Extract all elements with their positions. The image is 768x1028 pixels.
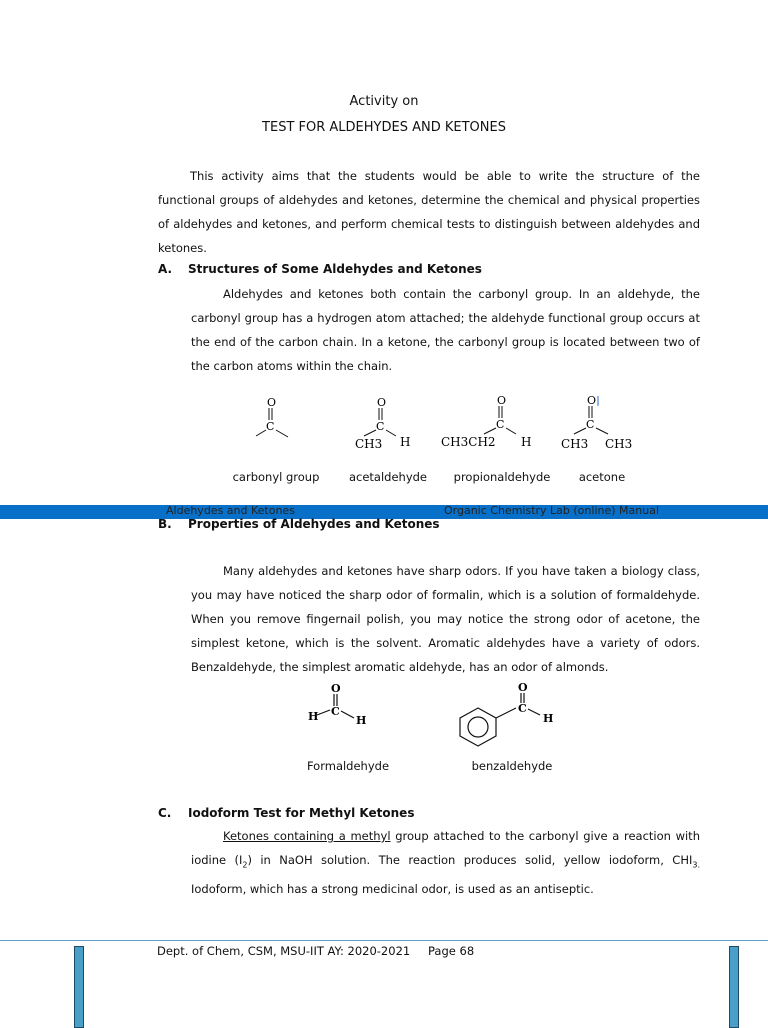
acetone-oxygen-label: O <box>587 394 597 407</box>
band-header-left: Aldehydes and Ketones <box>166 504 295 517</box>
section-a-heading <box>158 262 482 276</box>
section-b-letter: B. <box>158 517 172 531</box>
section-c-letter: C. <box>158 806 172 820</box>
section-c-paragraph <box>191 824 700 901</box>
section-c-heading <box>158 806 414 820</box>
caption-acetaldehyde: acetaldehyde <box>348 470 428 484</box>
caption-carbonyl-group: carbonyl group <box>232 470 320 484</box>
caption-benzaldehyde: benzaldehyde <box>471 759 553 773</box>
footer-divider <box>0 940 768 941</box>
section-a-title: Structures of Some Aldehydes and Ketones <box>188 262 482 276</box>
footer-page-number: Page 68 <box>428 944 475 958</box>
section-b-paragraph <box>191 559 700 679</box>
carbonyl-group-structure <box>256 396 288 437</box>
benzene-ring <box>460 708 496 746</box>
formaldehyde-structure <box>308 682 366 727</box>
section-c-text-part2: ) in NaOH solution. The reaction produces solid, yellow iodoform, CHI <box>247 853 693 867</box>
carbonyl-structures-figure <box>240 390 660 460</box>
benzaldehyde-oxygen-label: O <box>518 681 528 694</box>
caption-acetone: acetone <box>578 470 626 484</box>
chi3-subscript: 3. <box>692 860 700 870</box>
band-header-right: Organic Chemistry Lab (online) Manual <box>444 504 659 517</box>
propionaldehyde-oxygen-label: O <box>497 394 507 407</box>
footer-left-bar <box>74 946 84 1028</box>
aldehyde-structures-figure <box>300 678 570 748</box>
section-a-text: Aldehydes and ketones both contain the carbonyl group. In an aldehyde, the carbonyl group has a hydrogen atom attached; the aldehyde functional group occurs at the end of the carbon chain. In a ketone, the carbonyl group is located between two of the carbon atoms within the chain. <box>191 287 700 373</box>
section-a-paragraph <box>191 282 700 378</box>
formaldehyde-h-right-label: H <box>356 714 367 727</box>
carbonyl-carbon-label: C <box>266 420 275 433</box>
footer-dept: Dept. of Chem, CSM, MSU-IIT AY: 2020-2021 <box>157 944 411 958</box>
section-c-title: Iodoform Test for Methyl Ketones <box>188 806 415 820</box>
formaldehyde-oxygen-label: O <box>331 682 341 695</box>
footer-right-bar <box>729 946 739 1028</box>
acetone-structure <box>561 394 632 451</box>
caption-propionaldehyde: propionaldehyde <box>453 470 551 484</box>
section-c-text-part1: group attached to the carbonyl give a reaction with iodine (I <box>191 829 700 867</box>
section-b-heading <box>158 517 440 531</box>
caption-formaldehyde: Formaldehyde <box>306 759 390 773</box>
propionaldehyde-ch3ch2-label: CH3CH2 <box>441 435 496 449</box>
formaldehyde-h-left-label: H <box>308 710 319 723</box>
acetone-carbon-label: C <box>586 418 595 431</box>
section-a-letter: A. <box>158 262 173 276</box>
section-b-text: Many aldehydes and ketones have sharp odors. If you have taken a biology class, you may have noticed the sharp odor of formalin, which is a solution of formaldehyde. When you remove fingernail polish, you may notice the strong odor of acetone, the simplest ketone, which is the solvent. Aromatic aldehydes have a variety of odors. Benzaldehyde, the simplest aromatic aldehyde, has an odor of almonds. <box>191 564 700 674</box>
propionaldehyde-carbon-label: C <box>496 418 505 431</box>
acetaldehyde-structure <box>355 396 410 451</box>
acetaldehyde-h-label: H <box>400 435 411 449</box>
benzaldehyde-h-label: H <box>543 712 554 725</box>
section-b-title: Properties of Aldehydes and Ketones <box>188 517 440 531</box>
benzaldehyde-carbon-label: C <box>518 702 527 715</box>
section-c-text-part3: Iodoform, which has a strong medicinal odor, is used as an antiseptic. <box>191 882 594 897</box>
acetaldehyde-ch3-label: CH3 <box>355 437 383 451</box>
propionaldehyde-h-label: H <box>521 435 532 449</box>
carbonyl-oxygen-label: O <box>267 396 277 409</box>
intro-text: This activity aims that the students would be able to write the structure of the functional groups of aldehydes and ketones, determine the chemical and physical properties of aldehydes and ketones, and perform chemical tests to distinguish between aldehydes and ketones. <box>158 169 700 255</box>
propionaldehyde-structure <box>441 394 531 449</box>
formaldehyde-carbon-label: C <box>331 705 340 718</box>
activity-title-line2: TEST FOR ALDEHYDES AND KETONES <box>262 120 506 135</box>
acetone-ch3-right-label: CH3 <box>605 437 633 451</box>
activity-title-line1: Activity on <box>349 94 419 109</box>
intro-paragraph <box>158 164 700 260</box>
iodine-subscript: 2 <box>242 860 248 870</box>
acetaldehyde-carbon-label: C <box>376 420 385 433</box>
benzaldehyde-structure <box>460 681 553 746</box>
section-c-underlined-text: Ketones containing a methyl <box>223 829 391 843</box>
acetone-ch3-left-label: CH3 <box>561 437 589 451</box>
acetaldehyde-oxygen-label: O <box>377 396 387 409</box>
